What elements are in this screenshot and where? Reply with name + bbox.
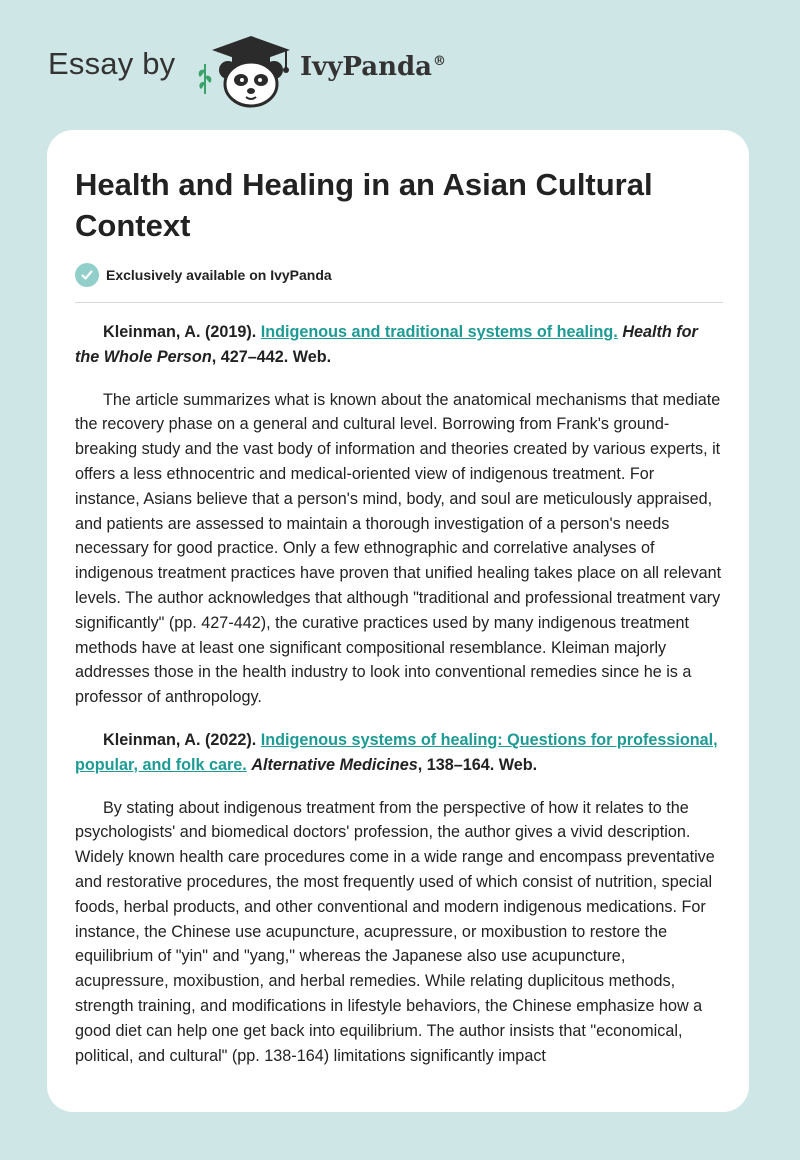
- brand-name[interactable]: IvyPanda®: [300, 52, 447, 82]
- check-icon: [75, 263, 99, 287]
- panda-logo-icon[interactable]: [208, 34, 294, 110]
- page-title: Health and Healing in an Asian Cultural Context: [75, 167, 653, 243]
- paragraph-2: By stating about indigenous treatment from the perspective of how it relates to the psychologists' and biomedical doctors' profession, the author gives a vivid description. Widely known health care procedures come in a wide range and encompass preventative and restorative procedures, the most frequently used of which consist of nutrition, special foods, herbal products, and other conventional and modern indigenous medications. For instance, the Chinese use acupuncture, acupressure, or moxibustion to restore the equilibrium of "yin" and "yang," whereas the Japanese also use acupuncture, acupressure, moxibustion, and herbal remedies. While relating duplicitous methods, strength training, and modifications in lifestyle behaviors, the Chinese emphasize how a good diet can help one get back into equilibrium. The author insists that "economical, political, and cultural" (pp. 138-164) limitations significantly impact: [75, 798, 715, 1065]
- essay-by-label: Essay by: [48, 46, 176, 81]
- exclusive-badge: [75, 262, 332, 288]
- divider: [75, 302, 723, 303]
- paragraph-1: The article summarizes what is known about the anatomical mechanisms that mediate the recovery phase on a general and cultural level. Borrowing from Frank's ground-breaking study and the vast body of information and theories created by various experts, it offers a less ethnocentric and medical-oriented view of indigenous treatment. For instance, Asians believe that a person's mind, body, and soul are meticulously appraised, and patients are assessed to maintain a thorough investigation of a person's needs necessary for good practice. Only a few ethnographic and correlative analyses of indigenous treatment practices have proven that unified healing takes place on all relevant levels. The author acknowledges that although "traditional and professional treatment vary significantly" (pp. 427-442), the curative practices used by many indigenous treatment methods have at least one significant compositional resemblance. Kleiman majorly addresses those in the health industry to look into conventional remedies since he is a professor of anthropology.: [75, 390, 722, 707]
- reference-1: Kleinman, A. (2019). Indigenous and traditional systems of healing. Health for the Whole Person, 427–442. Web.: [75, 323, 698, 366]
- exclusive-label: Exclusively available on IvyPanda: [106, 267, 332, 283]
- reference-2: Kleinman, A. (2022). Indigenous systems of healing: Questions for professional, popular, and folk care. Alternative Medicines, 138–164. Web.: [75, 730, 718, 774]
- reference-2-link[interactable]: Indigenous systems of healing: Questions for professional, popular, and folk care.: [75, 730, 718, 774]
- site-header: [0, 0, 800, 120]
- essay-body: [75, 320, 723, 1086]
- essay-card: [47, 130, 749, 1112]
- reference-1-link[interactable]: Indigenous and traditional systems of healing.: [260, 323, 618, 341]
